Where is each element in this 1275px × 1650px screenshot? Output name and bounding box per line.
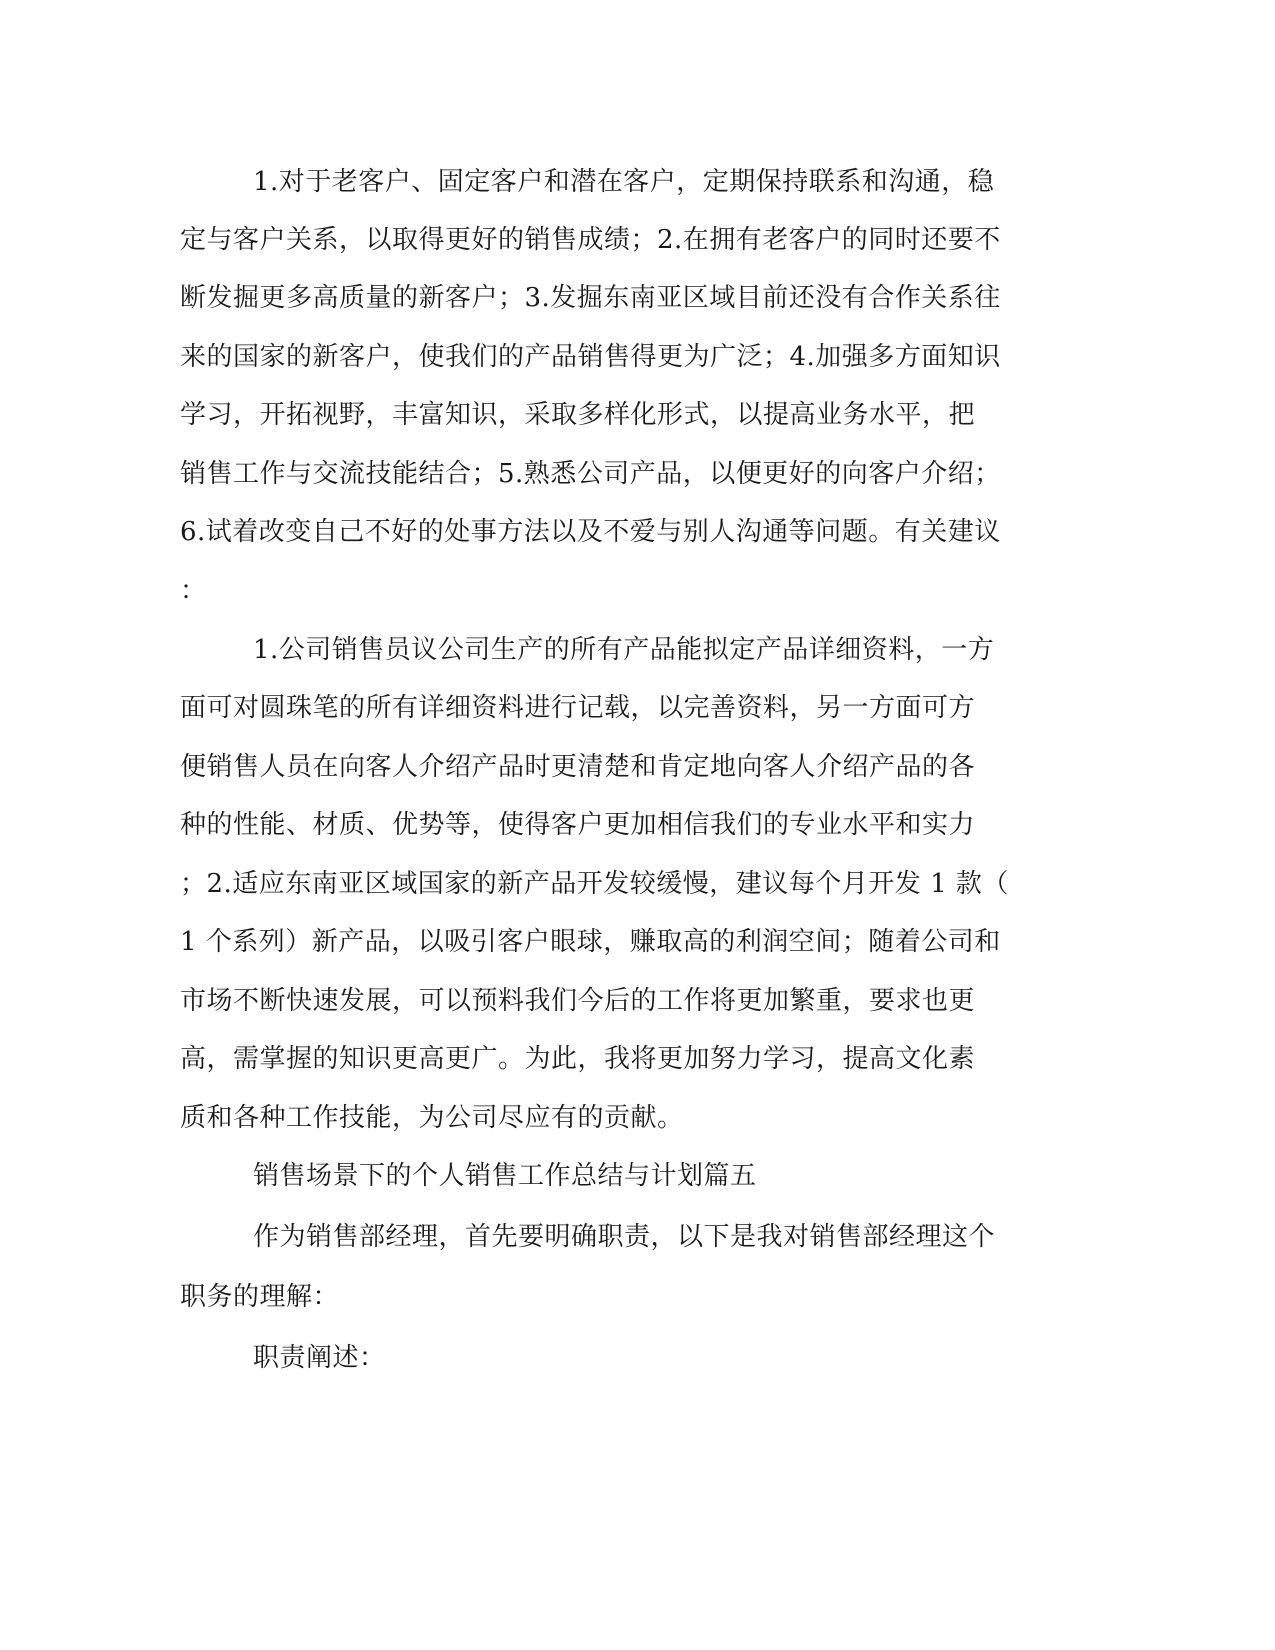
paragraph-line: 作为销售部经理，首先要明确职责，以下是我对销售部经理这个 xyxy=(253,1222,996,1252)
paragraph-line: 职务的理解： xyxy=(180,1282,340,1312)
paragraph-line: 便销售人员在向客人介绍产品时更清楚和肯定地向客人介绍产品的各 xyxy=(180,752,976,782)
paragraph-line: 学习，开拓视野，丰富知识，采取多样化形式，以提高业务水平，把 xyxy=(180,400,976,430)
paragraph-line: 高，需掌握的知识更高更广。为此，我将更加努力学习，提高文化素 xyxy=(180,1044,976,1074)
paragraph-line: 1.公司销售员议公司生产的所有产品能拟定产品详细资料，一方 xyxy=(253,635,995,665)
paragraph-line: 质和各种工作技能，为公司尽应有的贡献。 xyxy=(180,1103,684,1133)
paragraph-line: 1 个系列）新产品，以吸引客户眼球，赚取高的利润空间；随着公司和 xyxy=(180,927,1001,957)
paragraph-line: 定与客户关系，以取得更好的销售成绩；2.在拥有老客户的同时还要不 xyxy=(180,225,1001,255)
paragraph-line: 来的国家的新客户，使我们的产品销售得更为广泛；4.加强多方面知识 xyxy=(180,342,1001,372)
paragraph-line: 市场不断快速发展，可以预料我们今后的工作将更加繁重，要求也更 xyxy=(180,986,976,1016)
paragraph-line: ；2.适应东南亚区域国家的新产品开发较缓慢，建议每个月开发 1 款（ xyxy=(180,869,1009,899)
paragraph-line: 面可对圆珠笔的所有详细资料进行记载，以完善资料，另一方面可方 xyxy=(180,693,976,723)
section-heading: 销售场景下的个人销售工作总结与计划篇五 xyxy=(253,1161,757,1191)
paragraph-line: 种的性能、材质、优势等，使得客户更加相信我们的专业水平和实力 xyxy=(180,810,976,840)
paragraph-line: 6.试着改变自己不好的处事方法以及不爱与别人沟通等问题。有关建议 xyxy=(180,517,1001,547)
paragraph-line: 销售工作与交流技能结合；5.熟悉公司产品，以便更好的向客户介绍； xyxy=(180,459,1001,489)
paragraph-line: 1.对于老客户、固定客户和潜在客户，定期保持联系和沟通，稳 xyxy=(253,167,995,197)
paragraph-line: 断发掘更多高质量的新客户；3.发掘东南亚区域目前还没有合作关系往 xyxy=(180,283,1001,313)
paragraph-line: 职责阐述： xyxy=(253,1343,386,1373)
paragraph-line: ： xyxy=(180,576,207,606)
